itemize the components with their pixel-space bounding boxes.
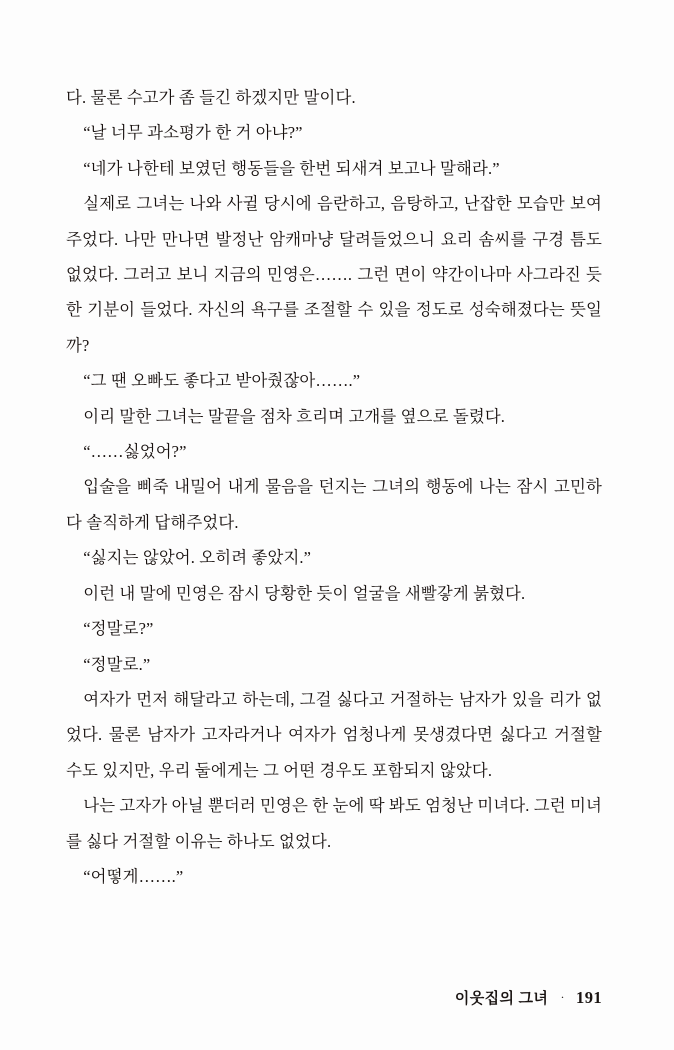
dialogue-line: “날 너무 과소평가 한 거 아냐?” <box>83 123 303 143</box>
dialogue-line: “싫지는 않았어. 오히려 좋았지.” <box>83 548 312 568</box>
paragraph: 이런 내 말에 민영은 잠시 당황한 듯이 얼굴을 새빨갛게 붉혔다. <box>83 583 526 603</box>
footer-book-title: 이웃집의 그녀 <box>454 991 549 1007</box>
paragraph: 나는 고자가 아닐 뿐더러 민영은 한 눈에 딱 봐도 엄청난 미녀다. 그런 미녀를 싫다 거절할 이유는 하나도 없었다. <box>66 796 602 851</box>
footer-separator: · <box>560 990 565 1004</box>
page-body <box>66 80 602 894</box>
paragraph: 여자가 먼저 해달라고 하는데, 그걸 싫다고 거절하는 남자가 있을 리가 없었다. 물론 남자가 고자라거나 여자가 엄청나게 못생겼다면 싫다고 거절할 수도 있지만, 우리 둘에게는 그 어떤 경우도 포함되지 않았다. <box>66 689 602 780</box>
dialogue-line: “……싫었어?” <box>83 442 187 462</box>
paragraph: 입술을 삐죽 내밀어 내게 물음을 던지는 그녀의 행동에 나는 잠시 고민하다 솔직하게 답해주었다. <box>66 477 602 532</box>
dialogue-line: “어떻게…….” <box>83 866 184 886</box>
dialogue-line: “정말로.” <box>83 654 151 674</box>
paragraph: 다. 물론 수고가 좀 들긴 하겠지만 말이다. <box>66 88 356 107</box>
paragraph: 실제로 그녀는 나와 사귈 당시에 음란하고, 음탕하고, 난잡한 모습만 보여주었다. 나만 만나면 발정난 암캐마냥 달려들었으니 요리 솜씨를 구경 틈도 없었다. 그러고 보니 지금의 민영은……. 그런 면이 약간이나마 사그라진 듯한 기분이 들었다. 자신의 욕구를 조절할 수 있을 정도로 성숙해졌다는 뜻일까? <box>66 194 602 355</box>
dialogue-line: “네가 나한테 보였던 행동들을 한번 되새겨 보고나 말해라.” <box>83 158 500 178</box>
paragraph: 이리 말한 그녀는 말끝을 점차 흐리며 고개를 옆으로 돌렸다. <box>83 406 506 426</box>
dialogue-line: “정말로?” <box>83 619 154 639</box>
page-number: 191 <box>576 988 602 1007</box>
page-footer <box>66 987 602 1008</box>
dialogue-line: “그 땐 오빠도 좋다고 받아줬잖아…….” <box>83 371 361 391</box>
